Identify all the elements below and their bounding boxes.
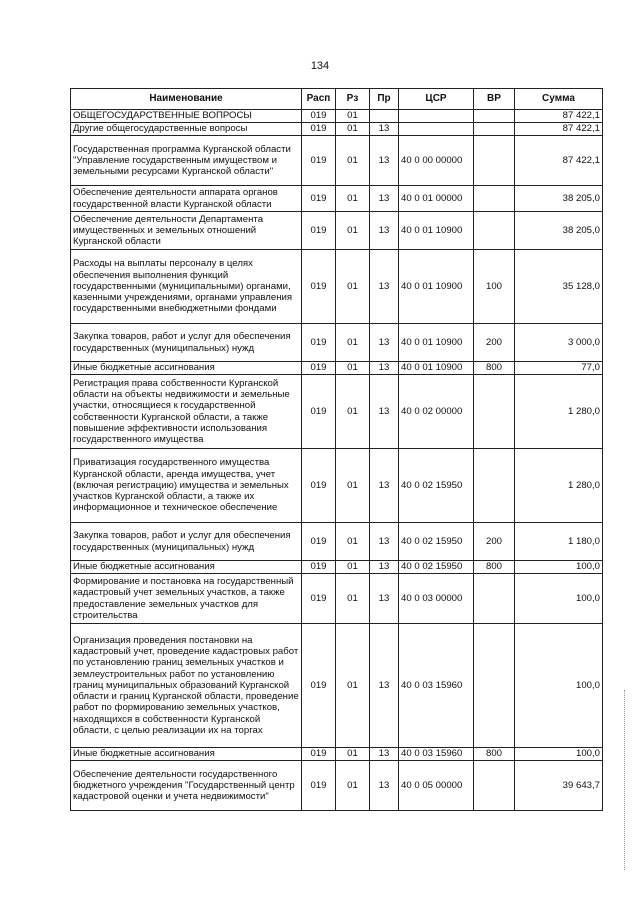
row-name: Закупка товаров, работ и услуг для обеспечения государственных (муниципальных) нужд: [71, 523, 302, 561]
row-name: Регистрация права собственности Курганской области на объекты недвижимости и земельные участки, относящиеся к государственной собственности Курганской области, а также повышение эффективности использования государственного имущества: [71, 375, 302, 449]
row-sum: 77,0: [515, 362, 603, 375]
row-sum: 1 280,0: [515, 375, 603, 449]
table-row: [71, 449, 603, 523]
row-vr: [474, 212, 515, 250]
row-rasp: 019: [302, 574, 336, 624]
row-rasp: 019: [302, 748, 336, 761]
row-name: Иные бюджетные ассигнования: [71, 362, 302, 375]
row-name: Формирование и постановка на государственный кадастровый учет земельных участков, а также предоставление земельных участков для строительства: [71, 574, 302, 624]
row-name: Организация проведения постановки на кадастровый учет, проведение кадастровых работ по установлению границ земельных участков и землеустроительных работ по установлению границ муниципальных образований Курганской области и границ Курганской области, проведение работ по формированию земельных участков, находящихся в собственности Курганской области, с целью реализации их на торгах: [71, 624, 302, 748]
row-pr: 13: [370, 212, 399, 250]
row-pr: 13: [370, 748, 399, 761]
row-rz: 01: [336, 375, 370, 449]
row-pr: 13: [370, 449, 399, 523]
row-vr: 200: [474, 324, 515, 362]
row-vr: [474, 624, 515, 748]
table-row: [71, 186, 603, 212]
row-name: Расходы на выплаты персоналу в целях обеспечения выполнения функций государственными (муниципальными) органами, казенными учреждениями, органами управления государственными внебюджетными фондами: [71, 250, 302, 324]
row-sum: 87 422,1: [515, 136, 603, 186]
row-rasp: 019: [302, 123, 336, 136]
row-rasp: 019: [302, 624, 336, 748]
row-name: Другие общегосударственные вопросы: [71, 123, 302, 136]
row-name: Обеспечение деятельности государственного бюджетного учреждения "Государственный центр кадастровой оценки и учета недвижимости": [71, 761, 302, 811]
row-name: Иные бюджетные ассигнования: [71, 748, 302, 761]
row-name: Закупка товаров, работ и услуг для обеспечения государственных (муниципальных) нужд: [71, 324, 302, 362]
row-rasp: 019: [302, 523, 336, 561]
row-csr: 40 0 03 00000: [399, 574, 474, 624]
row-rz: 01: [336, 186, 370, 212]
table-row: [71, 523, 603, 561]
row-csr: [399, 123, 474, 136]
table-row: [71, 624, 603, 748]
row-csr: 40 0 02 15950: [399, 561, 474, 574]
row-sum: 35 128,0: [515, 250, 603, 324]
row-rz: 01: [336, 123, 370, 136]
row-rasp: 019: [302, 561, 336, 574]
row-csr: 40 0 02 00000: [399, 375, 474, 449]
header-pr: Пр: [370, 89, 399, 110]
row-csr: 40 0 02 15950: [399, 523, 474, 561]
table-row: [71, 250, 603, 324]
row-csr: 40 0 03 15960: [399, 748, 474, 761]
row-pr: 13: [370, 250, 399, 324]
table-row: [71, 110, 603, 123]
row-name: Приватизация государственного имущества Курганской области, аренда имущества, учет (включая регистрацию) имущества и земельных участков Курганской области, а также их информационное и техническое обеспечение: [71, 449, 302, 523]
margin-dotted-line: [624, 690, 627, 870]
row-vr: 800: [474, 748, 515, 761]
row-csr: 40 0 01 00000: [399, 186, 474, 212]
row-name: Государственная программа Курганской области "Управление государственным имуществом и земельными ресурсами Курганской области": [71, 136, 302, 186]
row-vr: 800: [474, 362, 515, 375]
row-rasp: 019: [302, 362, 336, 375]
row-sum: 87 422,1: [515, 123, 603, 136]
row-pr: 13: [370, 761, 399, 811]
row-vr: [474, 123, 515, 136]
row-sum: 87 422,1: [515, 110, 603, 123]
table-row: [71, 748, 603, 761]
row-csr: 40 0 01 10900: [399, 212, 474, 250]
row-sum: 1 280,0: [515, 449, 603, 523]
row-vr: [474, 136, 515, 186]
row-rasp: 019: [302, 250, 336, 324]
row-csr: 40 0 02 15950: [399, 449, 474, 523]
row-rz: 01: [336, 324, 370, 362]
row-sum: 100,0: [515, 624, 603, 748]
row-rz: 01: [336, 449, 370, 523]
table-row: [71, 324, 603, 362]
table-row: [71, 212, 603, 250]
row-sum: 38 205,0: [515, 186, 603, 212]
table-row: [71, 761, 603, 811]
header-rz: Рз: [336, 89, 370, 110]
row-rz: 01: [336, 748, 370, 761]
row-rz: 01: [336, 212, 370, 250]
row-csr: 40 0 05 00000: [399, 761, 474, 811]
row-vr: [474, 761, 515, 811]
row-rz: 01: [336, 362, 370, 375]
row-rz: 01: [336, 561, 370, 574]
table-row: [71, 561, 603, 574]
row-name: Обеспечение деятельности аппарата органов государственной власти Курганской области: [71, 186, 302, 212]
row-csr: 40 0 01 10900: [399, 324, 474, 362]
row-rasp: 019: [302, 375, 336, 449]
row-csr: [399, 110, 474, 123]
header-rasp: Расп: [302, 89, 336, 110]
row-pr: 13: [370, 186, 399, 212]
row-rasp: 019: [302, 110, 336, 123]
row-rasp: 019: [302, 761, 336, 811]
table-row: [71, 136, 603, 186]
row-sum: 100,0: [515, 574, 603, 624]
row-vr: [474, 375, 515, 449]
row-sum: 100,0: [515, 748, 603, 761]
row-sum: 100,0: [515, 561, 603, 574]
row-vr: [474, 574, 515, 624]
row-vr: 800: [474, 561, 515, 574]
row-sum: 39 643,7: [515, 761, 603, 811]
row-rz: 01: [336, 110, 370, 123]
table-row: [71, 574, 603, 624]
row-pr: 13: [370, 324, 399, 362]
row-csr: 40 0 00 00000: [399, 136, 474, 186]
row-pr: 13: [370, 561, 399, 574]
row-rz: 01: [336, 624, 370, 748]
table-row: [71, 123, 603, 136]
header-name: Наименование: [71, 89, 302, 110]
budget-table: [70, 88, 603, 811]
row-pr: 13: [370, 136, 399, 186]
page-number: 134: [310, 60, 330, 72]
row-rz: 01: [336, 250, 370, 324]
header-csr: ЦСР: [399, 89, 474, 110]
row-rasp: 019: [302, 136, 336, 186]
header-sum: Сумма: [515, 89, 603, 110]
row-name: ОБЩЕГОСУДАРСТВЕННЫЕ ВОПРОСЫ: [71, 110, 302, 123]
row-name: Обеспечение деятельности Департамента имущественных и земельных отношений Курганской области: [71, 212, 302, 250]
row-pr: 13: [370, 123, 399, 136]
table-row: [71, 362, 603, 375]
row-csr: 40 0 03 15960: [399, 624, 474, 748]
header-vr: ВР: [474, 89, 515, 110]
row-vr: [474, 110, 515, 123]
row-rz: 01: [336, 523, 370, 561]
row-rasp: 019: [302, 449, 336, 523]
row-csr: 40 0 01 10900: [399, 250, 474, 324]
row-sum: 1 180,0: [515, 523, 603, 561]
row-rz: 01: [336, 136, 370, 186]
row-vr: [474, 186, 515, 212]
row-pr: 13: [370, 624, 399, 748]
row-csr: 40 0 01 10900: [399, 362, 474, 375]
row-sum: 3 000,0: [515, 324, 603, 362]
row-rasp: 019: [302, 186, 336, 212]
row-name: Иные бюджетные ассигнования: [71, 561, 302, 574]
row-pr: 13: [370, 375, 399, 449]
table-row: [71, 375, 603, 449]
row-rasp: 019: [302, 212, 336, 250]
row-vr: 200: [474, 523, 515, 561]
table-header-row: [71, 89, 603, 110]
row-pr: 13: [370, 574, 399, 624]
row-sum: 38 205,0: [515, 212, 603, 250]
row-pr: [370, 110, 399, 123]
row-rz: 01: [336, 574, 370, 624]
row-pr: 13: [370, 362, 399, 375]
row-rz: 01: [336, 761, 370, 811]
row-vr: [474, 449, 515, 523]
row-pr: 13: [370, 523, 399, 561]
row-vr: 100: [474, 250, 515, 324]
row-rasp: 019: [302, 324, 336, 362]
